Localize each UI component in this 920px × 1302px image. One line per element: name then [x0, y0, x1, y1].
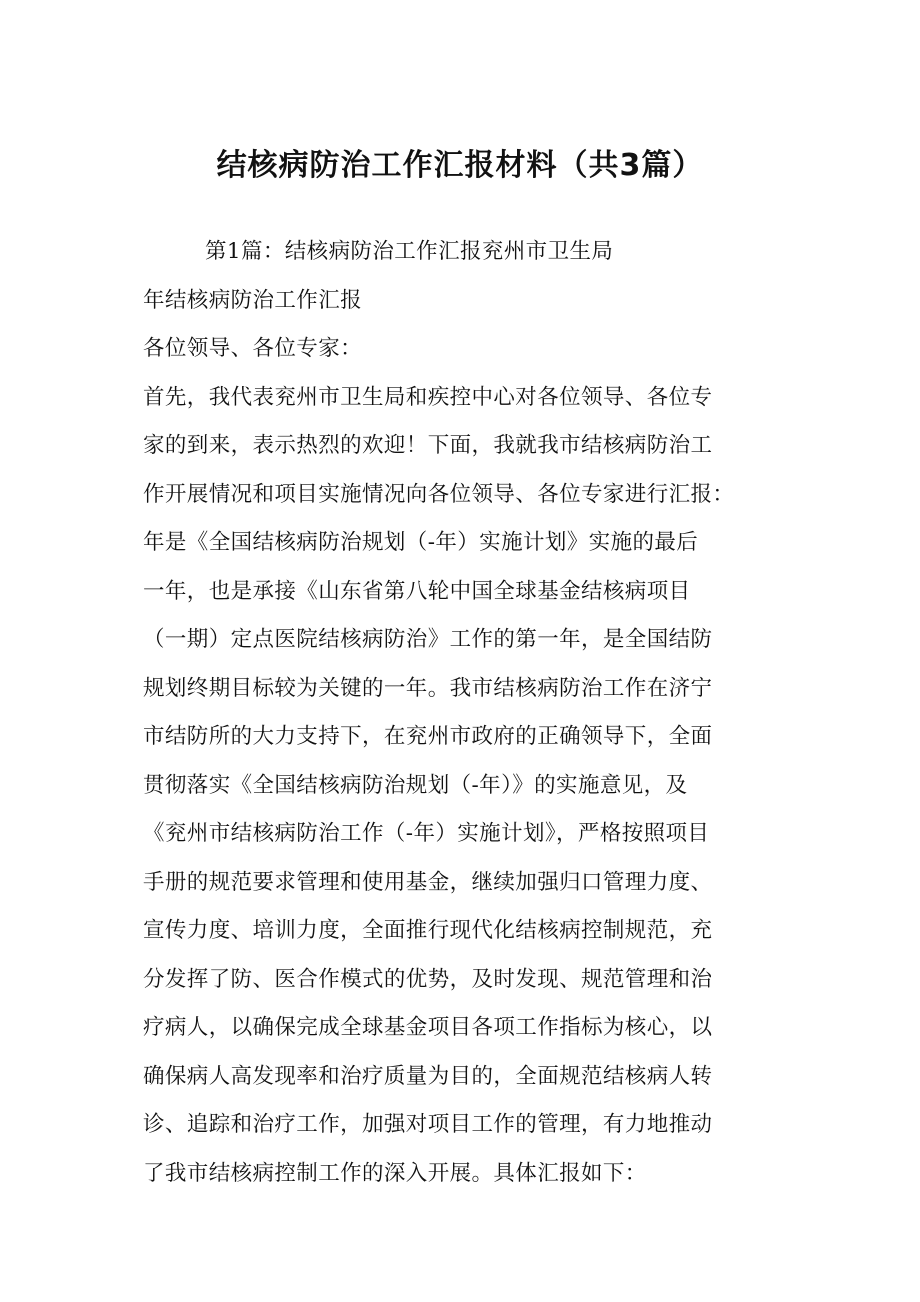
chapter-heading: 第1篇：结核病防治工作汇报兖州市卫生局 [205, 239, 614, 264]
body-line: 《兖州市结核病防治工作（-年）实施计划》，严格按照项目 [143, 821, 710, 846]
body-line: 疗病人，以确保完成全球基金项目各项工作指标为核心，以 [143, 1015, 713, 1040]
body-line: 作开展情况和项目实施情况向各位领导、各位专家进行汇报： [143, 481, 735, 507]
body-line: 宣传力度、培训力度，全面推行现代化结核病控制规范，充 [143, 918, 713, 943]
body-line: 首先，我代表兖州市卫生局和疾控中心对各位领导、各位专 [143, 384, 713, 410]
body-line: 了我市结核病控制工作的深入开展。具体汇报如下： [143, 1160, 647, 1186]
body-line: 分发挥了防、医合作模式的优势，及时发现、规范管理和治 [143, 966, 713, 992]
body-line: 一年，也是承接《山东省第八轮中国全球基金结核病项目 [143, 578, 691, 604]
body-line: 规划终期目标较为关键的一年。我市结核病防治工作在济宁 [143, 675, 713, 701]
body-line: 市结防所的大力支持下，在兖州市政府的正确领导下，全面 [143, 724, 713, 749]
body-line: 家的到来，表示热烈的欢迎！下面，我就我市结核病防治工 [143, 433, 713, 458]
document-body [143, 228, 793, 1198]
body-line: 手册的规范要求管理和使用基金，继续加强归口管理力度、 [143, 869, 713, 895]
body-line: 年是《全国结核病防治规划（-年）实施计划》实施的最后 [143, 530, 699, 555]
body-line: 年结核病防治工作汇报 [143, 287, 363, 313]
body-line: 确保病人高发现率和治疗质量为目的，全面规范结核病人转 [143, 1063, 713, 1089]
document-title: 结核病防治工作汇报材料（共3篇） [216, 148, 704, 183]
body-line: 诊、追踪和治疗工作，加强对项目工作的管理，有力地推动 [143, 1112, 713, 1137]
salutation-line: 各位领导、各位专家： [143, 336, 363, 361]
body-line: 贯彻落实《全国结核病防治规划（-年）》的实施意见，及 [143, 772, 688, 798]
body-line: （一期）定点医院结核病防治》工作的第一年，是全国结防 [143, 627, 713, 652]
